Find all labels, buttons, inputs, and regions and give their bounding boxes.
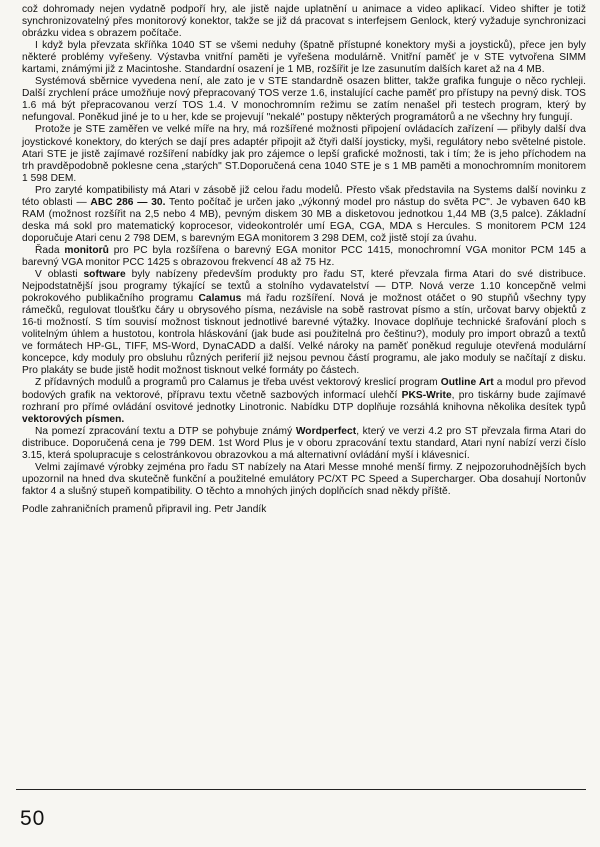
- keyword-software: software: [83, 269, 126, 281]
- article-body: [22, 4, 586, 516]
- keyword-monitors: monitorů: [64, 244, 109, 256]
- product-name-outline-art: Outline Art: [440, 377, 494, 389]
- footer-divider: [16, 789, 586, 790]
- paragraph-joysticks: Protože je STE zaměřen ve velké míře na hry, má rozšířené možnosti připojení ovládacích zařízení — přibyly další dva joystickové konektory, do kterých se dají pres adaptér připojit až čtyři další joysticky, myši, regulátory nebo světelné pistole. Atari STE je jistě zajímavé rozšíření nabídky jak pro zájemce o lepší grafické možnosti, tak i tím; že is jeho příchodem na trh pravděpodobně poklesne cena „starých" ST.Doporučená cena 1040 STE je s 1 MB paměti a monochromním monitorem 1 598 DEM.: [22, 124, 586, 184]
- model-name-abc286: ABC 286 — 30.: [90, 196, 166, 208]
- product-name-wordperfect: Wordperfect: [295, 425, 357, 437]
- paragraph-emulators: Velmi zajímavé výrobky zejména pro řadu ST nabízely na Atari Messe mnohé menší firmy. Z nejpozoruhodnějších bych upozornil na hned dva skutečně funkční a použitelné emulátory PC/XT PC Speed a Supercharger. Oba dosahují Nortonův faktor 4 a slušný stupeň kompatibility. O těchto a mnohých jiných doplňcích snad někdy příště.: [22, 461, 586, 497]
- product-name-calamus: Calamus: [198, 293, 242, 305]
- paragraph-memory: I když byla převzata skříňka 1040 ST se všemi neduhy (špatně přístupné konektory myši a joysticků), přece jen byly některé problémy vyřešeny. Výstavba vnitřní paměti je vyřešena modulárně. Vnitřní paměť je v STE vytvořena SIMM kartami, známými již z Macintoshe. Standardní osazení je 1 MB, rozšířit je lze zasunutím dalších karet až na 4 MB.: [22, 40, 586, 76]
- paragraph-monitors: Řada monitorů pro PC byla rozšířena o barevný EGA monitor PCC 1415, monochromní VGA monitor PCM 145 a barevný VGA monitor PCC 1425 s obrazovou frekvencí 48 až 75 Hz.: [22, 244, 586, 268]
- paragraph-calamus-modules: Z přídavných modulů a programů pro Calamus je třeba uvést vektorový kreslicí program Outline Art a modul pro převod bodových grafik na vektorové, přípravu textu včetně sazbových informací ulehčí PKS-Write, pro tiskárny bude zajímavé rozhraní pro přímé ovládání osvitové jednotky Linotronic. Nabídku DTP doplňuje rozsáhlá knihovna několika desítek typů vektorových písmen.: [22, 377, 586, 425]
- paragraph-wordperfect: Na pomezí zpracování textu a DTP se pohybuje známý Wordperfect, který ve verzi 4.2 pro ST převzala firma Atari do distribuce. Doporučená cena je 799 DEM. 1st Word Plus je v oboru zpracování textu standard, Atari nyní nabízí verzi číslo 3.15, která spolupracuje s celostránkovou obrazovkou a má alternativní ovládání myší i klávesnicí.: [22, 425, 586, 461]
- paragraph-system-bus: Systémová sběrnice vyvedena není, ale zato je v STE standardně osazen blitter, takže grafika funguje o něco rychleji. Další zrychlení práce umožňuje nový přepracovaný TOS verze 1.6, instalující cache paměť pro přístupy na pevný disk. TOS 1.6 má být přepracovanou verzí TOS 1.4. V monochromním režimu se zatím nenašel při testech program, který by nefungoval. Poněkud jiné je to u her, kde se projevují "nekalé" postupy některých programátorů a ne všechny hry fungují.: [22, 76, 586, 124]
- paragraph-video-shifter: což dohromady nejen vydatně podpoří hry, ale jistě najde uplatnění u animace a video aplikací. Video shifter je totiž synchronizovatelný přes monitorový konektor, takže se již dá pracovat s interfejsem Genlock, který vyžaduje synchronizaci obrázku videa s obrazem počítače.: [22, 4, 586, 40]
- author-credit: Podle zahraničních pramenů připravil ing. Petr Jandík: [22, 503, 267, 515]
- page-number: 50: [20, 807, 46, 830]
- paragraph-software: V oblasti software byly nabízeny především produkty pro řadu ST, které převzala firma Atari do své distribuce. Nejpodstatnější jsou programy týkající se textů a stolního vydavatelství — DTP. Nová verze 1.10 koncepčně velmi pokrokového publikačního programu Calamus má řadu rozšíření. Nová je možnost otáčet o 90 stupňů všechny typy rámečků, regulovat tloušťku čáry u obrysového písma, nezávisle na sobě rastrovat písmo a stín, určovat barvy objektů z 16-ti možností. S tím souvisí možnost tisknout jednotlivé barevné výtažky. Inovace doplňuje technické šrafování ploch s volitelným úhlem a hustotou, kontrola hláskování (jak bude asi použitelná pro češtinu?), moduly pro import obrazů a textů ve formátech HP-GL, TIFF, MS-Word, DynaCADD a další. Velké nároky na paměť poněkud reguluje otevřená modulární koncepce, kdy moduly pro obsluhu různých periferií již nejsou pevnou částí programu, ale jako moduly se načítají z disku. Pro plakáty se bude jistě hodit možnost tisknout velké formáty po částech.: [22, 269, 586, 377]
- product-name-pks-write: PKS-Write: [401, 389, 452, 401]
- keyword-vector-fonts: vektorových písmen.: [22, 413, 125, 425]
- paragraph-abc286: Pro zaryté kompatibilisty má Atari v zásobě již celou řadu modelů. Přesto však představila na Systems další novinku z této oblasti — ABC 286 — 30. Tento počítač je určen jako „výkonný model pro nástup do světa PC". Je vybaven 640 kB RAM (možnost rozšířit na 2,5 nebo 4 MB), pevným diskem 30 MB a disketovou jednotkou 1,44 MB (3,5 palce). Základní deska má sokl pro matematický koprocesor, videokontrolér umí EGA, CGA, MDA s Hercules. S monitorem PCM 124 doporučuje Atari cenu 2 798 DEM, s barevným EGA monitorem 3 298 DEM, což jistě stojí za úvahu.: [22, 184, 587, 244]
